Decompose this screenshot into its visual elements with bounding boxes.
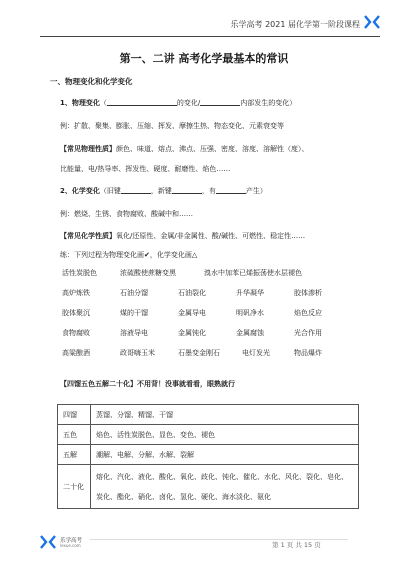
page-title: 第一、二讲 高考化学最基本的常识 [119,52,289,65]
exercise-item: 食物腐败 [62,329,90,337]
table-value: 焰色、活性炭脱色、显色、变色、褪色 [91,425,359,445]
physical-properties-label: 【常见物理性质】 [60,145,116,153]
physical-change-example: 例：扩散、聚集、膨胀、压缩、挥发、摩擦生热、物态变化、元素衰变等 [60,122,284,130]
physical-change-label: 1、物理变化 [60,99,100,107]
exercise-item: 金属腐蚀 [236,329,264,337]
exercise-item: 石油分馏 [120,289,148,297]
footer-brand [40,534,83,553]
footer-brand-name: 乐学高考 [60,538,83,544]
text-fragment: ，有 [201,187,216,195]
brand-logo-icon [40,535,56,549]
exercise-item: 光合作用 [294,329,322,337]
exercise-item: 金属导电 [178,309,206,317]
table-value: 潮解、电解、分解、水解、裂解 [91,445,359,465]
table-key: 五解 [58,445,91,465]
exercise-item: 溴水中加苯已烯振荡使水层褪色 [204,269,302,277]
chemical-change-label: 2、化学变化 [60,187,100,195]
chemical-properties-line [60,231,305,241]
exercise-item: 活性炭脱色 [62,269,97,277]
exercise-item: 胶体渗析 [294,289,322,297]
exercise-item: 浓硫酸使蔗糖变黑 [120,269,176,277]
footer-url: lexue.com [60,543,81,548]
exercise-item: 煤的干馏 [120,309,148,317]
exercise-item: 高炉炼铁 [62,289,90,297]
chemical-change-example: 例：燃烧、生锈、食物腐败、酸碱中和…… [60,210,193,218]
header-divider [40,36,380,37]
text-fragment: 氧化/还原性、金属/非金属性、酸/碱性、可燃性、稳定性…… [116,232,306,240]
exercise-item: 物品爆炸 [294,349,322,357]
page-number: 第 1 页 共 15 页 [272,541,321,549]
fill-blank [121,186,151,194]
table-row [58,465,359,509]
physical-properties-line-2: 比能量、电/热导率、挥发性、硬度、耐磨性、焰色…… [60,165,231,173]
chemical-properties-label: 【常见化学性质】 [60,232,116,240]
text-fragment: 的变化/ [176,99,201,107]
exercise-item: 石墨变金刚石 [178,349,220,357]
table-key: 二十化 [58,465,91,509]
course-title: 乐学高考 2021 届化学第一阶段课程 [230,20,360,29]
table-key: 五色 [58,425,91,445]
table-value: 蒸馏、分馏、精馏、干馏 [91,405,359,425]
brand-logo-icon [364,15,380,29]
table-row [58,425,359,445]
text-fragment: 颜色、味道、熔点、沸点、压强、密度、溶度、溶解性（度）、 [116,145,309,153]
physical-properties-line-1 [60,144,309,154]
fill-blank [107,98,177,106]
fill-blank [200,98,240,106]
terms-table [57,404,359,509]
text-fragment: （ [99,99,107,107]
exercise-item: 溶液导电 [120,329,148,337]
text-fragment: ，新键 [150,187,172,195]
exercise-item: 政哥嗨玉米 [120,349,155,357]
exercise-item: 金属钝化 [178,329,206,337]
exercise-item: 焰色反应 [294,309,322,317]
text-fragment: （旧键 [99,187,121,195]
fill-blank [216,186,246,194]
exercise-prompt: 练：下列过程为物理变化画✔，化学变化画△ [60,251,198,259]
exercise-item: 高粱酿酒 [62,349,90,357]
table-key: 四馏 [58,405,91,425]
page-header [0,14,408,36]
chemical-change-definition [60,186,267,196]
text-fragment: 产生） [245,187,267,195]
fill-blank [172,186,202,194]
text-fragment: 内部发生的变化） [240,99,297,107]
exercise-item: 石油裂化 [178,289,206,297]
physical-change-definition [60,98,296,108]
table-value: 熔化、汽化、液化、酸化、氧化、歧化、钝化、催化、水化、风化、裂化、皂化、炭化、酯化、硝化、卤化、氢化、硬化、海水淡化、氨化 [91,465,359,509]
table-row [58,405,359,425]
table-row [58,445,359,465]
exercise-item: 胶体聚沉 [62,309,90,317]
section-heading: 一、物理变化和化学变化 [50,77,133,86]
table-note: 【四馏五色五解二十化】不用背！没事就看看，眼熟就行 [60,380,235,388]
exercise-item: 升华凝华 [236,289,264,297]
exercise-item: 电灯发光 [242,349,270,357]
exercise-item: 明矾净水 [236,309,264,317]
